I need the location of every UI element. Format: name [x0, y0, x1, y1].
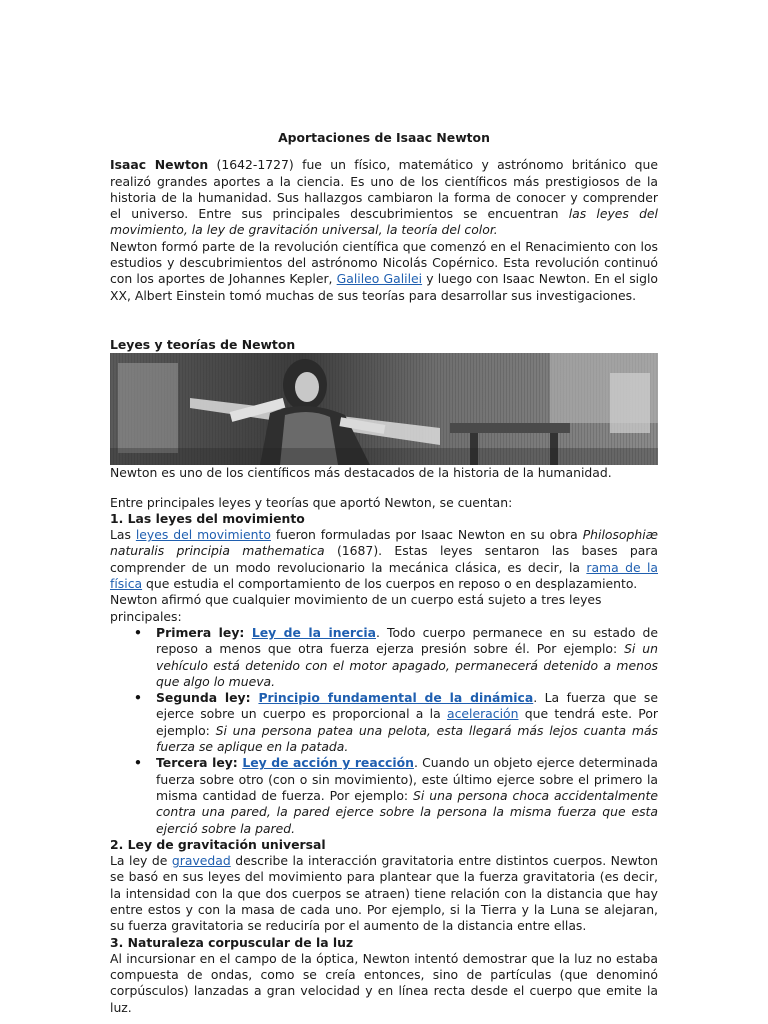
- law2-heading: 2. Ley de gravitación universal: [110, 836, 326, 852]
- laws-list: [110, 625, 658, 837]
- intro-paragraph-2: [110, 239, 658, 304]
- section-heading: Leyes y teorías de Newton: [110, 336, 296, 352]
- document-title: Aportaciones de Isaac Newton: [278, 130, 490, 145]
- list-item: • Tercera ley: Ley de acción y reacción. Cuando un objeto ejerce determinada fuerza sobre otro (con o sin movimiento), este último ejerce sobre el primero la misma cantidad de fuerza. Por ejemplo: Si una persona choca accidentalmente contra una pared, la pared ejerce sobre la persona la misma fuerza que esta ejerció sobre la pared.: [156, 755, 658, 836]
- leyes-movimiento-link[interactable]: leyes del movimiento: [135, 527, 271, 543]
- law3-heading: 3. Naturaleza corpuscular de la luz: [110, 934, 354, 950]
- intro-text: (1642-1727) fue un físico, matemático y astrónomo británico que realizó grandes aportes a la ciencia. Es uno de los científicos más prestigiosos de la historia de la humanidad. Sus hallazgos cambiaron la forma de conocer y comprender el universo. Entre sus principales descubrimientos se encuentran: [110, 157, 659, 222]
- list-item: • Segunda ley: Principio fundamental de la dinámica. La fuerza que se ejerce sobre un cuerpo es proporcional a la aceleración que tendrá este. Por ejemplo: Si una persona patea una pelota, esta llegará más lejos cuanta más fuerza se aplique en la patada.: [156, 690, 658, 755]
- intro-text-2a: Newton formó parte de la revolución científica que comenzó en el Renacimiento con los estudios y descubrimientos del astrónomo Nicolás Copérnico. Esta revolución continuó con los aportes de Johannes Kepler,: [110, 238, 658, 287]
- rama-fisica-link[interactable]: rama de la física: [110, 559, 658, 592]
- newton-engraving-image: [110, 353, 658, 465]
- intro-paragraph-1: [110, 157, 658, 238]
- law3-paragraph: Al incursionar en el campo de la óptica, Newton intentó demostrar que la luz no estaba compuesta de ondas, como se creía entonces, sino de partículas (que denominó corpúsculos) lanzadas a gran velocidad y en línea recta desde el cuerpo que emite la luz.: [110, 950, 658, 1015]
- galileo-link[interactable]: Galileo Galilei: [336, 271, 423, 287]
- law2-paragraph: La ley de gravedad describe la interacción gravitatoria entre distintos cuerpos. Newton se basó en sus leyes del movimiento para plantear que la fuerza gravitatoria (es decir, la intensidad con la que dos cuerpos se atraen) tiene relación con la distancia que hay entre estos y con la masa de cada uno. Por ejemplo, si la Tierra y la Luna se alejaran, su fuerza gravitatoria se reduciría por el aumento de la distancia entre ellas.: [110, 853, 658, 934]
- law1-heading: 1. Las leyes del movimiento: [110, 510, 305, 526]
- intro-italic: las leyes del movimiento, la ley de gravitación universal, la teoría del color.: [110, 206, 659, 238]
- list-item: • Primera ley: Ley de la inercia. Todo cuerpo permanece en su estado de reposo a menos que otra fuerza ejerza presión sobre él. Por ejemplo: Si un vehículo está detenido con el motor apagado, permanecerá detenido a menos que algo lo mueva.: [156, 625, 658, 690]
- law1-paragraph: Las leyes del movimiento fueron formuladas por Isaac Newton en su obra Philosophiæ naturalis principia mathematica (1687). Estas leyes sentaron las bases para comprender de un modo revolucionario la mecánica clásica, es decir, la rama de la física que estudia el comportamiento de los cuerpos en reposo o en desplazamiento.: [110, 527, 659, 592]
- principio-dinamica-link[interactable]: Principio fundamental de la dinámica: [258, 690, 534, 706]
- accion-reaccion-link[interactable]: Ley de acción y reacción: [242, 755, 414, 771]
- gravedad-link[interactable]: gravedad: [171, 853, 231, 869]
- ley-inercia-link[interactable]: Ley de la inercia: [251, 624, 376, 640]
- image-caption: Newton es uno de los científicos más destacados de la historia de la humanidad.: [110, 465, 612, 481]
- intro-name: Isaac Newton: [110, 157, 209, 173]
- aceleracion-link[interactable]: aceleración: [446, 706, 519, 722]
- document-body: [110, 130, 658, 1016]
- law1-summary: Newton afirmó que cualquier movimiento de un cuerpo está sujeto a tres leyes principales:: [110, 592, 602, 624]
- section-lead: Entre principales leyes y teorías que aportó Newton, se cuentan:: [110, 494, 513, 510]
- intro-text-2b: y luego con Isaac Newton. En el siglo XX, Albert Einstein tomó muchas de sus teorías para desarrollar sus investigaciones.: [110, 271, 658, 303]
